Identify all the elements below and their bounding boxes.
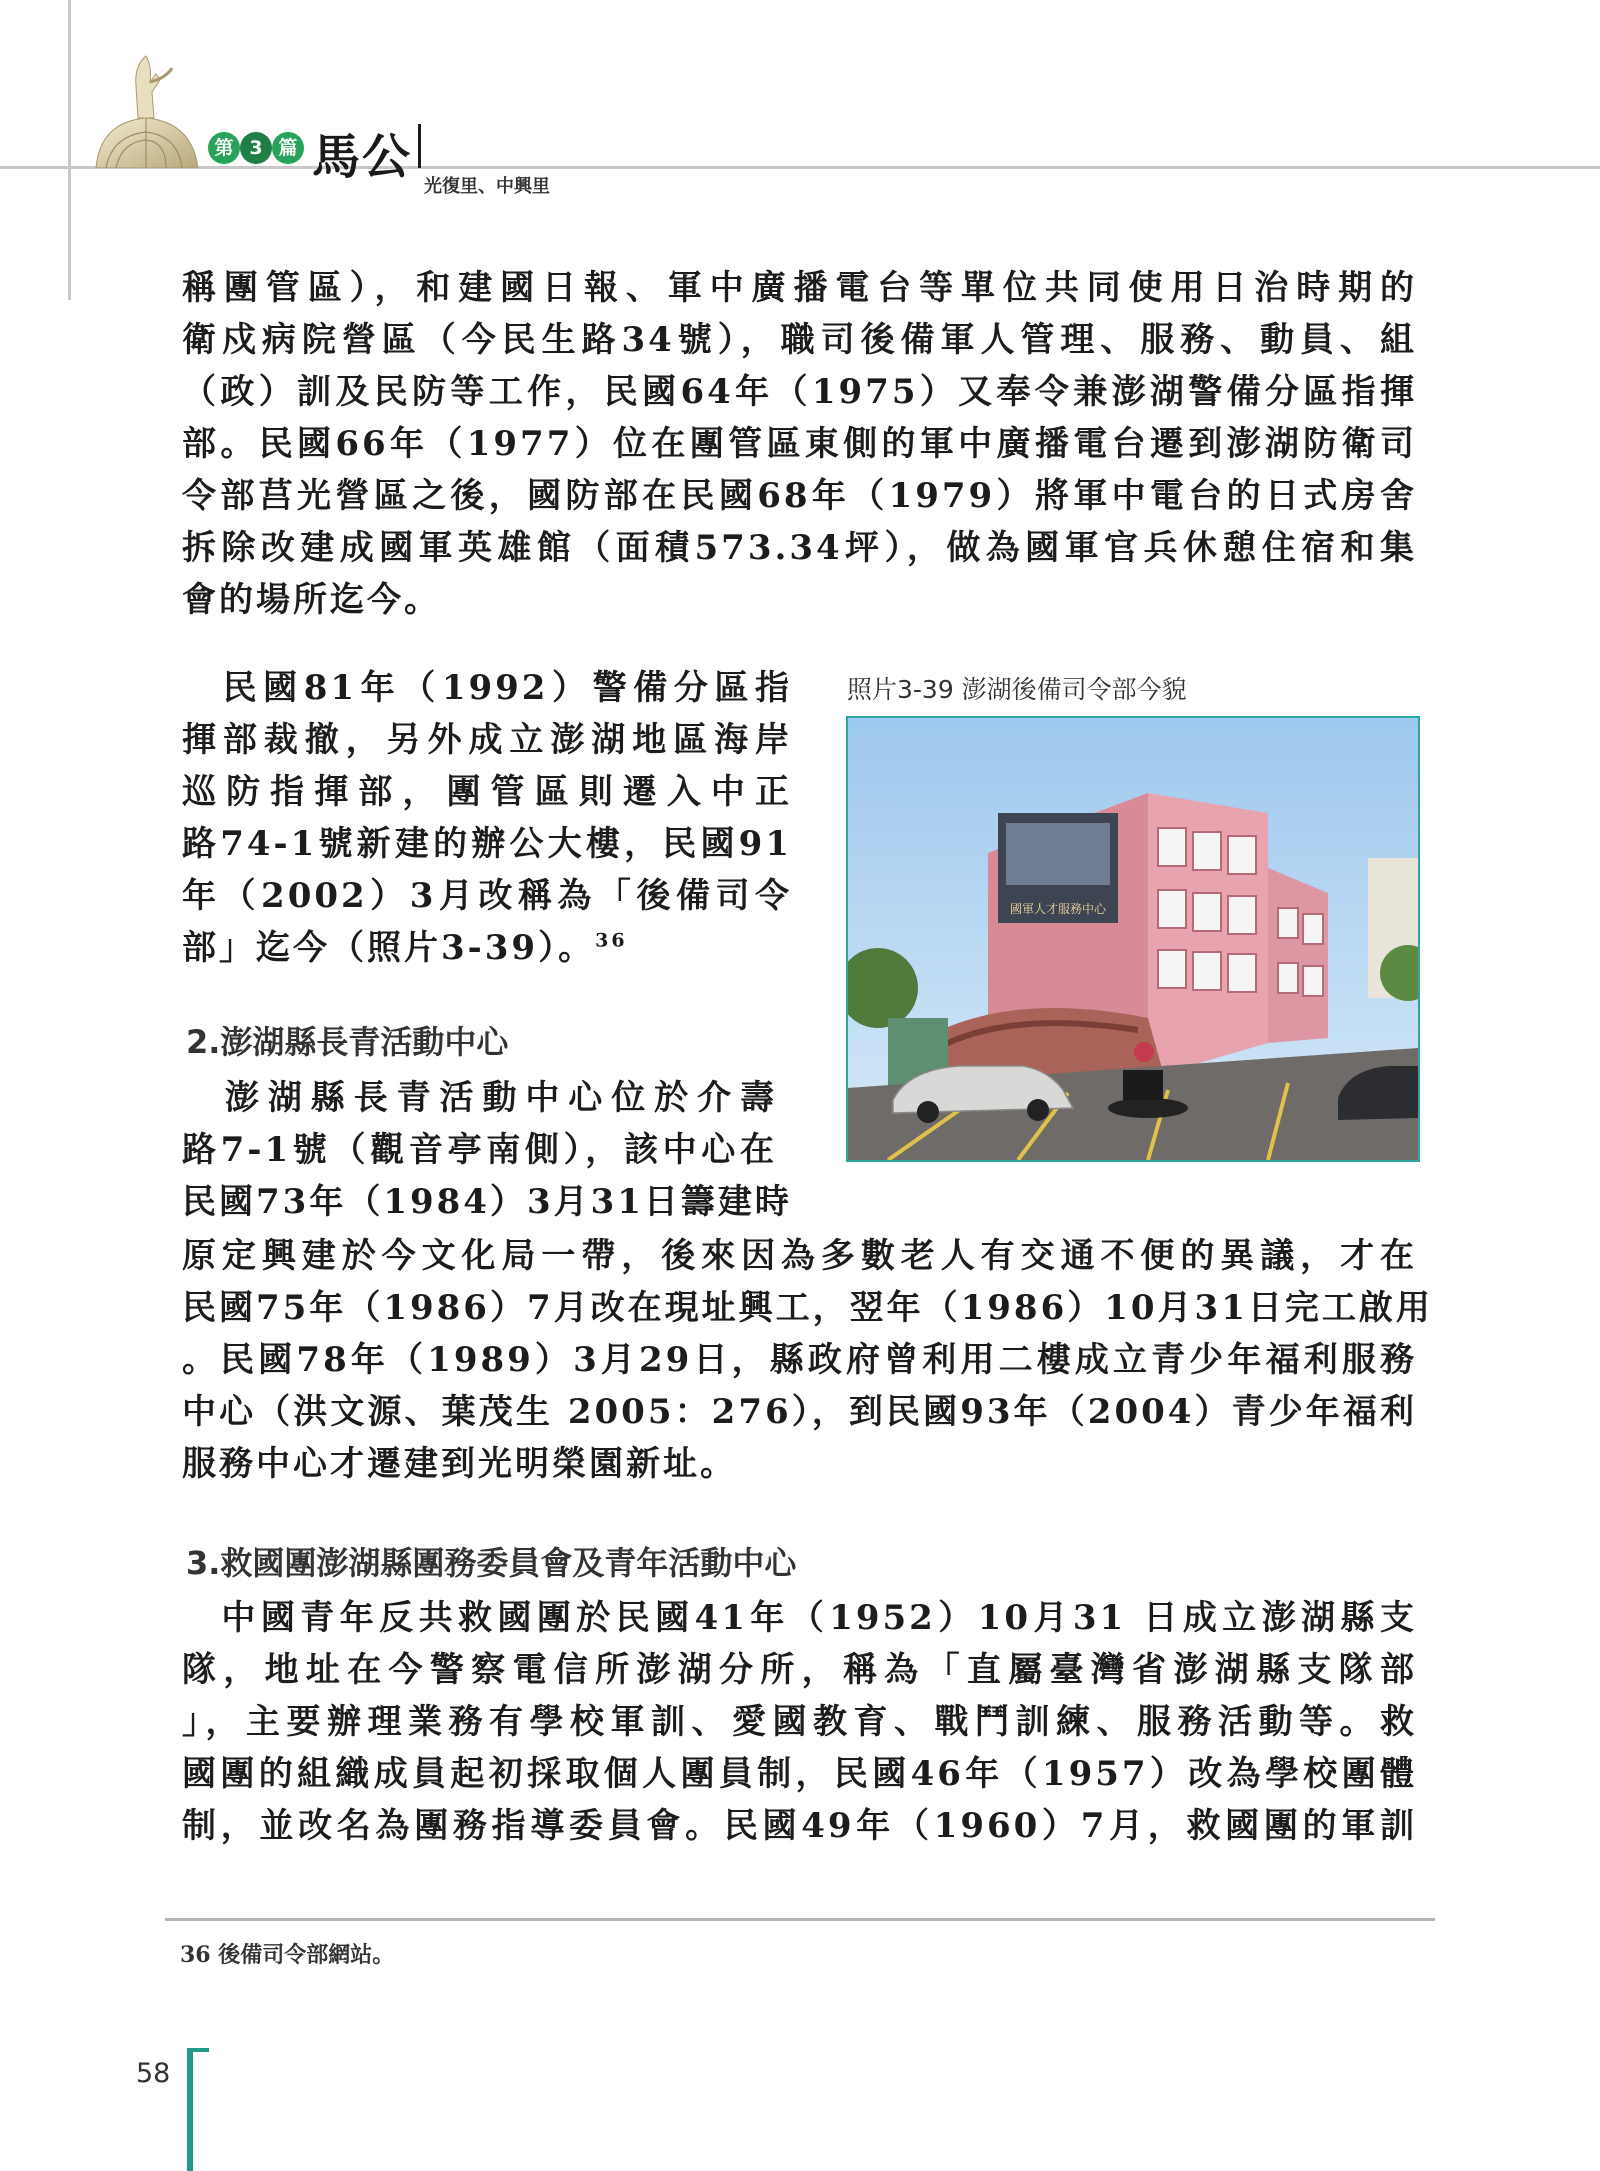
- paragraph-1: [182, 262, 1417, 626]
- text-line: 揮部裁撤，另外成立澎湖地區海岸: [182, 720, 792, 760]
- page-number: 58: [136, 2058, 171, 2089]
- text-line: 路74-1號新建的辦公大樓，民國91: [182, 824, 792, 864]
- billboard-sign: 國軍人才服務中心: [1009, 902, 1107, 916]
- text-line: 民國73年（1984）3月31日籌建時: [182, 1182, 792, 1222]
- paragraph-4: [182, 1592, 1417, 1852]
- text-line: 衛戍病院營區（今民生路34號），職司後備軍人管理、服務、動員、組: [182, 320, 1417, 360]
- text-line: 令部莒光營區之後，國防部在民國68年（1979）將軍中電台的日式房舍: [182, 476, 1417, 516]
- text-line: 稱團管區），和建國日報、軍中廣播電台等單位共同使用日治時期的: [182, 268, 1417, 308]
- text-line-with-footnote: [182, 922, 792, 974]
- chapter-badge-di: 第: [208, 132, 240, 164]
- statue-dome-icon: [86, 52, 226, 168]
- text-line: 」，主要辦理業務有學校軍訓、愛國教育、戰鬥訓練、服務活動等。救: [182, 1702, 1417, 1742]
- footnote-rule: [165, 1918, 1435, 1921]
- building-photo: [846, 716, 1420, 1162]
- chapter-subtitle: 光復里、中興里: [424, 176, 550, 197]
- page-side-bar: [187, 2050, 193, 2171]
- text-line: 隊，地址在今警察電信所澎湖分所，稱為「直屬臺灣省澎湖縣支隊部: [182, 1650, 1417, 1690]
- photo-caption: 照片3-39 澎湖後備司令部今貌: [847, 675, 1187, 704]
- text-line: 會的場所迄今。: [182, 580, 441, 620]
- text-line: 澎湖縣長青活動中心位於介壽: [182, 1078, 777, 1118]
- chapter-badge-pian: 篇: [272, 132, 304, 164]
- header-horizontal-rule: [0, 166, 1600, 169]
- text-line: 服務中心才遷建到光明榮園新址。: [182, 1444, 737, 1484]
- title-divider: [418, 124, 421, 168]
- footnote-ref[interactable]: 36: [595, 929, 628, 952]
- text-line: 國團的組織成員起初採取個人團員制，民國46年（1957）改為學校團體: [182, 1754, 1417, 1794]
- paragraph-3-wide: [182, 1230, 1433, 1490]
- text-line: 中國青年反共救國團於民國41年（1952）10月31 日成立澎湖縣支: [182, 1598, 1417, 1638]
- text-line: 制，並改名為團務指導委員會。民國49年（1960）7月，救國團的軍訓: [182, 1806, 1417, 1846]
- text-line: 部」迄今（照片3-39）。: [182, 928, 596, 968]
- text-line: 拆除改建成國軍英雄館（面積573.34坪），做為國軍官兵休憩住宿和集: [182, 528, 1417, 568]
- building-photo-illustration: [848, 718, 1418, 1160]
- text-line: 中心（洪文源、葉茂生 2005：276），到民國93年（2004）青少年福利: [182, 1392, 1417, 1432]
- text-line: 原定興建於今文化局一帶，後來因為多數老人有交通不便的異議，才在: [182, 1236, 1417, 1276]
- chapter-badge-number: 3: [240, 132, 272, 164]
- chapter-title: 馬公: [312, 129, 413, 185]
- text-line: 巡防指揮部，團管區則遷入中正: [182, 772, 792, 812]
- text-line: 。民國78年（1989）3月29日，縣政府曾利用二樓成立青少年福利服務: [182, 1340, 1417, 1380]
- paragraph-3-narrow: [182, 1072, 792, 1228]
- text-line: 路7-1號（觀音亭南側），該中心在: [182, 1130, 777, 1170]
- header-vertical-rule: [68, 0, 71, 300]
- text-line: 部。民國66年（1977）位在團管區東側的軍中廣播電台遷到澎湖防衛司: [182, 424, 1417, 464]
- footnote-36: 36 後備司令部網站。: [180, 1942, 395, 1968]
- paragraph-2: [182, 662, 792, 974]
- text-line: 民國75年（1986）7月改在現址興工，翌年（1986）10月31日完工啟用: [182, 1288, 1433, 1328]
- text-line: 民國81年（1992）警備分區指: [182, 668, 792, 708]
- text-line: （政）訓及民防等工作，民國64年（1975）又奉令兼澎湖警備分區指揮: [182, 372, 1417, 412]
- section-heading-2: 2.澎湖縣長青活動中心: [186, 1023, 509, 1061]
- section-heading-3: 3.救國團澎湖縣團務委員會及青年活動中心: [186, 1544, 797, 1582]
- text-line: 年（2002）3月改稱為「後備司令: [182, 876, 792, 916]
